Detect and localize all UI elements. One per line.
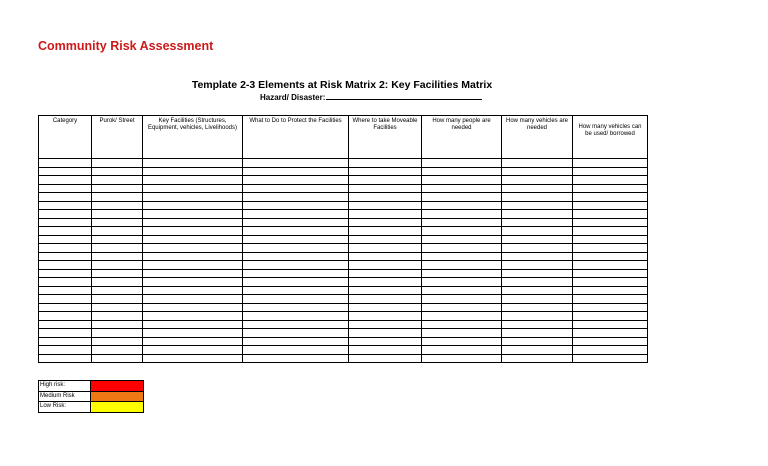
table-cell — [243, 346, 349, 355]
table-cell — [92, 184, 143, 193]
table-cell — [573, 346, 648, 355]
table-row — [39, 252, 648, 261]
legend-label-high: High risk: — [39, 381, 91, 392]
table-cell — [422, 312, 502, 321]
table-cell — [39, 159, 92, 168]
matrix-body — [39, 159, 648, 363]
table-cell — [92, 167, 143, 176]
table-cell — [502, 337, 573, 346]
table-cell — [573, 252, 648, 261]
table-cell — [422, 286, 502, 295]
table-cell — [502, 303, 573, 312]
table-cell — [143, 167, 243, 176]
table-cell — [92, 295, 143, 304]
hazard-label: Hazard/ Disaster: — [260, 93, 326, 102]
table-cell — [243, 218, 349, 227]
table-cell — [502, 269, 573, 278]
table-cell — [422, 167, 502, 176]
table-row — [39, 320, 648, 329]
table-cell — [39, 184, 92, 193]
table-cell — [39, 286, 92, 295]
table-cell — [243, 286, 349, 295]
table-cell — [243, 193, 349, 202]
table-cell — [143, 218, 243, 227]
table-cell — [143, 278, 243, 287]
table-cell — [243, 337, 349, 346]
table-cell — [573, 295, 648, 304]
table-row — [39, 218, 648, 227]
table-cell — [422, 184, 502, 193]
table-cell — [143, 303, 243, 312]
table-cell — [502, 167, 573, 176]
table-cell — [92, 261, 143, 270]
table-cell — [502, 218, 573, 227]
table-cell — [243, 210, 349, 219]
table-cell — [502, 235, 573, 244]
table-cell — [92, 244, 143, 253]
table-cell — [502, 278, 573, 287]
table-cell — [243, 269, 349, 278]
column-header-where-to-take: Where to take Moveable Facilities — [349, 116, 422, 159]
table-cell — [243, 252, 349, 261]
table-cell — [143, 227, 243, 236]
table-cell — [39, 346, 92, 355]
matrix-header-row — [39, 116, 648, 159]
table-cell — [243, 261, 349, 270]
column-header-people-needed: How many people are needed — [422, 116, 502, 159]
legend-label-medium: Medium Risk — [39, 391, 91, 402]
table-cell — [143, 252, 243, 261]
table-cell — [92, 252, 143, 261]
table-row — [39, 193, 648, 202]
table-cell — [39, 354, 92, 363]
column-header-purok-street: Purok/ Street — [92, 116, 143, 159]
table-cell — [502, 261, 573, 270]
column-header-key-facilities: Key Facilities (Structures, Equipment, vehicles, Livelihoods) — [143, 116, 243, 159]
table-row — [39, 269, 648, 278]
table-cell — [92, 176, 143, 185]
table-cell — [502, 184, 573, 193]
table-cell — [573, 167, 648, 176]
table-cell — [422, 337, 502, 346]
table-cell — [143, 295, 243, 304]
table-cell — [39, 227, 92, 236]
table-cell — [573, 320, 648, 329]
table-cell — [143, 210, 243, 219]
table-cell — [143, 159, 243, 168]
legend-row-high — [39, 381, 144, 392]
table-cell — [92, 278, 143, 287]
table-cell — [143, 235, 243, 244]
column-header-vehicles-borrowed: How many vehicles can be used/ borrowed — [573, 116, 648, 159]
table-row — [39, 286, 648, 295]
hazard-blank-line — [326, 92, 482, 100]
risk-legend — [38, 380, 144, 413]
table-cell — [39, 295, 92, 304]
table-cell — [349, 278, 422, 287]
table-cell — [502, 227, 573, 236]
table-cell — [39, 167, 92, 176]
table-cell — [422, 320, 502, 329]
table-cell — [349, 159, 422, 168]
table-cell — [143, 176, 243, 185]
table-cell — [349, 261, 422, 270]
table-cell — [92, 235, 143, 244]
table-cell — [573, 184, 648, 193]
legend-swatch-medium — [91, 391, 144, 402]
table-cell — [573, 278, 648, 287]
table-cell — [573, 269, 648, 278]
table-cell — [243, 235, 349, 244]
table-cell — [502, 244, 573, 253]
table-cell — [243, 167, 349, 176]
table-cell — [92, 346, 143, 355]
table-cell — [39, 235, 92, 244]
table-cell — [143, 312, 243, 321]
table-cell — [243, 312, 349, 321]
table-cell — [39, 329, 92, 338]
column-header-protect-facilities: What to Do to Protect the Facilities — [243, 116, 349, 159]
table-row — [39, 303, 648, 312]
table-cell — [349, 210, 422, 219]
table-cell — [422, 252, 502, 261]
legend-label-low: Low Risk: — [39, 402, 91, 413]
template-title: Template 2-3 Elements at Risk Matrix 2: Key Facilities Matrix — [191, 79, 493, 91]
legend-swatch-low — [91, 402, 144, 413]
table-row — [39, 244, 648, 253]
table-cell — [349, 320, 422, 329]
legend-row-low — [39, 402, 144, 413]
table-cell — [573, 303, 648, 312]
table-cell — [349, 337, 422, 346]
table-cell — [92, 159, 143, 168]
table-cell — [502, 312, 573, 321]
table-cell — [349, 286, 422, 295]
table-cell — [92, 201, 143, 210]
table-cell — [92, 218, 143, 227]
table-cell — [349, 193, 422, 202]
table-cell — [243, 159, 349, 168]
table-cell — [143, 193, 243, 202]
table-cell — [502, 193, 573, 202]
table-cell — [243, 278, 349, 287]
table-cell — [92, 303, 143, 312]
table-row — [39, 278, 648, 287]
table-cell — [39, 278, 92, 287]
table-cell — [143, 346, 243, 355]
table-cell — [39, 312, 92, 321]
table-row — [39, 210, 648, 219]
table-cell — [349, 346, 422, 355]
table-cell — [143, 184, 243, 193]
table-cell — [243, 176, 349, 185]
table-cell — [573, 354, 648, 363]
table-cell — [349, 218, 422, 227]
table-row — [39, 176, 648, 185]
table-cell — [39, 261, 92, 270]
column-header-category: Category — [39, 116, 92, 159]
table-cell — [349, 167, 422, 176]
table-cell — [243, 320, 349, 329]
table-cell — [422, 159, 502, 168]
table-cell — [422, 235, 502, 244]
table-cell — [143, 244, 243, 253]
table-cell — [243, 354, 349, 363]
table-cell — [502, 346, 573, 355]
table-cell — [349, 269, 422, 278]
table-cell — [349, 176, 422, 185]
table-cell — [422, 227, 502, 236]
table-cell — [39, 320, 92, 329]
table-cell — [243, 329, 349, 338]
table-cell — [422, 329, 502, 338]
table-cell — [243, 303, 349, 312]
table-cell — [422, 261, 502, 270]
table-cell — [349, 312, 422, 321]
table-cell — [39, 244, 92, 253]
table-cell — [92, 193, 143, 202]
document-title: Community Risk Assessment — [38, 39, 214, 53]
table-cell — [502, 354, 573, 363]
table-cell — [573, 337, 648, 346]
table-cell — [502, 252, 573, 261]
legend-row-medium — [39, 391, 144, 402]
table-cell — [243, 201, 349, 210]
table-cell — [502, 320, 573, 329]
table-row — [39, 159, 648, 168]
table-row — [39, 167, 648, 176]
table-row — [39, 354, 648, 363]
table-row — [39, 346, 648, 355]
table-cell — [143, 320, 243, 329]
table-cell — [349, 252, 422, 261]
table-cell — [143, 354, 243, 363]
table-cell — [39, 201, 92, 210]
table-cell — [92, 329, 143, 338]
table-cell — [422, 269, 502, 278]
table-cell — [502, 176, 573, 185]
table-row — [39, 312, 648, 321]
table-cell — [573, 159, 648, 168]
table-cell — [243, 244, 349, 253]
table-cell — [573, 193, 648, 202]
table-cell — [349, 354, 422, 363]
table-cell — [39, 193, 92, 202]
table-cell — [349, 201, 422, 210]
table-cell — [349, 295, 422, 304]
table-cell — [39, 252, 92, 261]
table-cell — [502, 210, 573, 219]
table-cell — [39, 269, 92, 278]
table-cell — [143, 201, 243, 210]
table-cell — [502, 159, 573, 168]
table-cell — [573, 201, 648, 210]
table-cell — [243, 295, 349, 304]
table-cell — [422, 295, 502, 304]
table-cell — [92, 312, 143, 321]
table-cell — [39, 218, 92, 227]
table-row — [39, 227, 648, 236]
table-cell — [573, 312, 648, 321]
table-cell — [422, 303, 502, 312]
table-cell — [92, 286, 143, 295]
hazard-field — [260, 92, 482, 102]
table-cell — [422, 218, 502, 227]
table-cell — [349, 303, 422, 312]
table-row — [39, 329, 648, 338]
table-cell — [92, 210, 143, 219]
table-cell — [143, 329, 243, 338]
table-cell — [502, 295, 573, 304]
table-row — [39, 201, 648, 210]
legend-swatch-high — [91, 381, 144, 392]
table-cell — [573, 210, 648, 219]
table-cell — [422, 244, 502, 253]
table-cell — [92, 227, 143, 236]
key-facilities-matrix — [38, 115, 648, 363]
table-cell — [422, 354, 502, 363]
table-cell — [349, 235, 422, 244]
table-cell — [422, 176, 502, 185]
table-cell — [573, 244, 648, 253]
table-row — [39, 261, 648, 270]
table-row — [39, 235, 648, 244]
table-cell — [573, 235, 648, 244]
table-cell — [422, 193, 502, 202]
table-cell — [422, 278, 502, 287]
table-row — [39, 184, 648, 193]
table-cell — [92, 337, 143, 346]
table-cell — [422, 346, 502, 355]
table-cell — [573, 329, 648, 338]
table-cell — [573, 261, 648, 270]
table-cell — [143, 269, 243, 278]
table-cell — [573, 227, 648, 236]
table-cell — [502, 201, 573, 210]
table-cell — [502, 286, 573, 295]
table-cell — [243, 184, 349, 193]
table-cell — [92, 269, 143, 278]
table-cell — [573, 286, 648, 295]
table-cell — [92, 354, 143, 363]
table-row — [39, 337, 648, 346]
table-cell — [573, 218, 648, 227]
table-cell — [502, 329, 573, 338]
column-header-vehicles-needed: How many vehicles are needed — [502, 116, 573, 159]
table-cell — [39, 337, 92, 346]
table-cell — [143, 337, 243, 346]
table-cell — [422, 210, 502, 219]
table-cell — [573, 176, 648, 185]
table-cell — [143, 261, 243, 270]
table-cell — [39, 210, 92, 219]
table-cell — [243, 227, 349, 236]
table-cell — [143, 286, 243, 295]
table-cell — [349, 227, 422, 236]
table-cell — [349, 329, 422, 338]
table-cell — [349, 184, 422, 193]
table-cell — [92, 320, 143, 329]
table-cell — [39, 176, 92, 185]
table-row — [39, 295, 648, 304]
table-cell — [349, 244, 422, 253]
table-cell — [422, 201, 502, 210]
table-cell — [39, 303, 92, 312]
